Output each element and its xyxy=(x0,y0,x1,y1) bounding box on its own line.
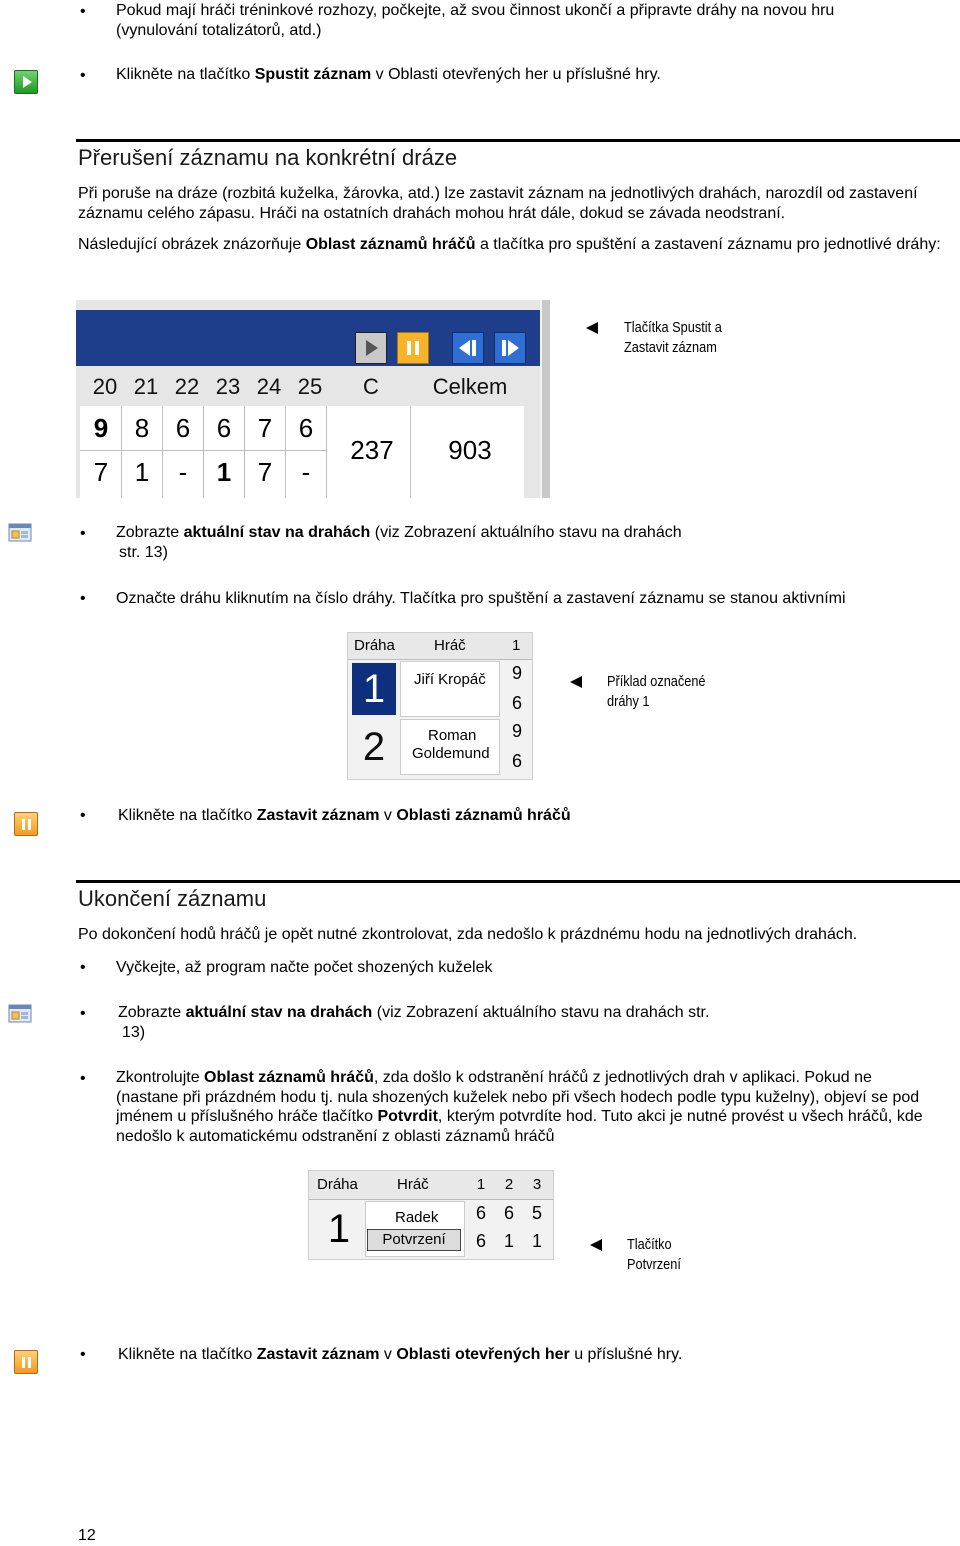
column-header: 3 xyxy=(532,1176,542,1193)
column-header: 21 xyxy=(133,374,159,399)
paragraph: Následující obrázek znázorňuje Oblast záznamů hráčů a tlačítka pro spuštění a zastavení záznamu pro jednotlivé dráhy: xyxy=(78,236,941,253)
play-icon xyxy=(14,70,38,94)
throw-value: 6 xyxy=(298,413,314,443)
throw-value: 6 xyxy=(475,1231,486,1251)
column-header: 2 xyxy=(504,1176,514,1193)
throw-value: 1 xyxy=(531,1231,542,1251)
toolbar xyxy=(76,310,540,366)
throw-value: 6 xyxy=(511,751,522,771)
section-divider xyxy=(76,139,960,142)
lane-number[interactable]: 1 xyxy=(327,1207,351,1251)
throw-value: 9 xyxy=(511,721,522,741)
paragraph: Při poruše na dráze (rozbitá kuželka, žárovka, atd.) lze zastavit záznam na jednotlivých drahách, narozdíl od zastavení záznamu celého zápasu. Hráči na ostatních drahách mohou hrát dále, dokud se závada neodstraní. xyxy=(78,185,918,222)
step-show-lanes: Zobrazte aktuální stav na drahách (viz Zobrazení aktuálního stavu na drahách str. 13) xyxy=(118,1004,710,1041)
throw-value: 6 xyxy=(175,413,191,443)
c-total: 237 xyxy=(350,435,394,465)
lane-selection-screenshot xyxy=(347,632,533,780)
throw-value: - xyxy=(301,457,311,487)
bullet-mark xyxy=(80,589,86,609)
window-edge xyxy=(540,300,550,498)
step-check-records: Zkontrolujte Oblast záznamů hráčů, zda došlo k odstranění hráčů z jednotlivých drah v aplikaci. Pokud ne (nastane při prázdném hodu tj. nula shozených kuželek nebo při všech hodech podle typu kuželny), objeví se pod jménem u příslušného hráče tlačítko Potvrdit, kterým potvrdíte hod. Tuto akci je nutné provést u všech hráčů, kde nedošlo k automatickému odstranění z oblasti záznamů hráčů xyxy=(116,1069,923,1145)
throw-value: 8 xyxy=(134,413,150,443)
bullet-mark xyxy=(80,2,86,22)
pause-icon xyxy=(14,812,38,836)
annotation-selected-lane: Příklad označené dráhy 1 xyxy=(607,673,706,710)
column-header: C xyxy=(363,374,379,399)
column-header: 24 xyxy=(256,374,282,399)
column-header: 25 xyxy=(297,374,323,399)
pause-icon xyxy=(14,1350,38,1374)
next-icon xyxy=(494,332,526,364)
lane-number[interactable]: 2 xyxy=(362,725,386,769)
step-stop-record: Klikněte na tlačítko Zastavit záznam v Oblasti záznamů hráčů xyxy=(118,807,571,824)
page-number: 12 xyxy=(78,1527,96,1544)
section-divider xyxy=(76,880,960,883)
throw-value: - xyxy=(178,457,188,487)
intro-bullet-2: Klikněte na tlačítko Spustit záznam v Oblasti otevřených her u příslušné hry. xyxy=(116,66,661,83)
intro-bullet-1: Pokud mají hráči tréninkové rozhozy, počkejte, až svou činnost ukončí a připravte dráhy na novou hru (vynulování totalizátorů, atd.) xyxy=(116,2,835,39)
throw-value: 7 xyxy=(257,457,273,487)
throw-value: 9 xyxy=(511,663,522,683)
player-cell xyxy=(400,661,500,717)
column-header: Dráha xyxy=(354,637,395,654)
previous-icon xyxy=(452,332,484,364)
bullet-mark xyxy=(80,1004,86,1024)
lanes-status-icon xyxy=(8,522,34,544)
step-stop-game-record: Klikněte na tlačítko Zastavit záznam v Oblasti otevřených her u příslušné hry. xyxy=(118,1346,683,1363)
bullet-mark xyxy=(80,806,86,826)
section-heading: Ukončení záznamu xyxy=(78,886,267,911)
lane-number-selected[interactable]: 1 xyxy=(352,663,396,715)
throw-value: 1 xyxy=(134,457,150,487)
bullet-mark xyxy=(80,66,86,86)
pointer-arrow-icon xyxy=(590,1239,602,1251)
player-name: Radek xyxy=(395,1209,439,1226)
column-header: Hráč xyxy=(434,637,466,654)
pointer-arrow-icon xyxy=(570,676,582,688)
column-header: Hráč xyxy=(397,1176,429,1193)
score-grid xyxy=(80,406,524,498)
throw-value: 6 xyxy=(216,413,232,443)
player-name: Goldemund xyxy=(412,745,490,762)
annotation-confirm-button: Tlačítko Potvrzení xyxy=(627,1236,681,1273)
stop-record-icon xyxy=(397,332,429,364)
step-select-lane: Označte dráhu kliknutím na číslo dráhy. Tlačítka pro spuštění a zastavení záznamu se stanou aktivními xyxy=(116,590,846,607)
throw-value: 1 xyxy=(216,457,232,487)
column-header: 22 xyxy=(174,374,200,399)
throw-value: 9 xyxy=(93,413,109,443)
throw-value: 6 xyxy=(503,1203,514,1223)
section-heading: Přerušení záznamu na konkrétní dráze xyxy=(78,145,458,170)
bullet-mark xyxy=(80,958,86,978)
throw-value: 7 xyxy=(257,413,273,443)
throw-value: 5 xyxy=(531,1203,542,1223)
paragraph: Po dokončení hodů hráčů je opět nutné zkontrolovat, zda nedošlo k prázdnému hodu na jednotlivých drahách. xyxy=(78,926,858,943)
column-header: 1 xyxy=(476,1176,486,1193)
confirm-button[interactable]: Potvrzení xyxy=(367,1229,461,1251)
bullet-mark xyxy=(80,524,86,544)
column-header: Dráha xyxy=(317,1176,358,1193)
confirm-button-screenshot xyxy=(308,1170,554,1260)
column-header: 1 xyxy=(512,637,521,654)
annotation-start-stop: Tlačítka Spustit a Zastavit záznam xyxy=(624,319,722,356)
step-show-lanes: Zobrazte aktuální stav na drahách (viz Zobrazení aktuálního stavu na drahách str. 13) xyxy=(116,524,682,561)
throw-value: 6 xyxy=(475,1203,486,1223)
start-record-icon xyxy=(355,332,387,364)
bullet-mark xyxy=(80,1069,86,1089)
throw-value: 1 xyxy=(503,1231,514,1251)
throw-value: 7 xyxy=(93,457,109,487)
bullet-mark xyxy=(80,1345,86,1365)
player-records-area-screenshot xyxy=(76,300,550,498)
pointer-arrow-icon xyxy=(586,322,598,334)
player-name: Roman xyxy=(428,727,477,744)
column-header: 20 xyxy=(92,374,118,399)
column-header: Celkem xyxy=(432,374,508,399)
throw-value: 6 xyxy=(511,693,522,713)
step-wait: Vyčkejte, až program načte počet shozených kuželek xyxy=(116,959,493,976)
player-name: Jiří Kropáč xyxy=(414,671,486,688)
celkem-total: 903 xyxy=(448,435,492,465)
lanes-status-icon xyxy=(8,1003,34,1025)
column-header: 23 xyxy=(215,374,241,399)
